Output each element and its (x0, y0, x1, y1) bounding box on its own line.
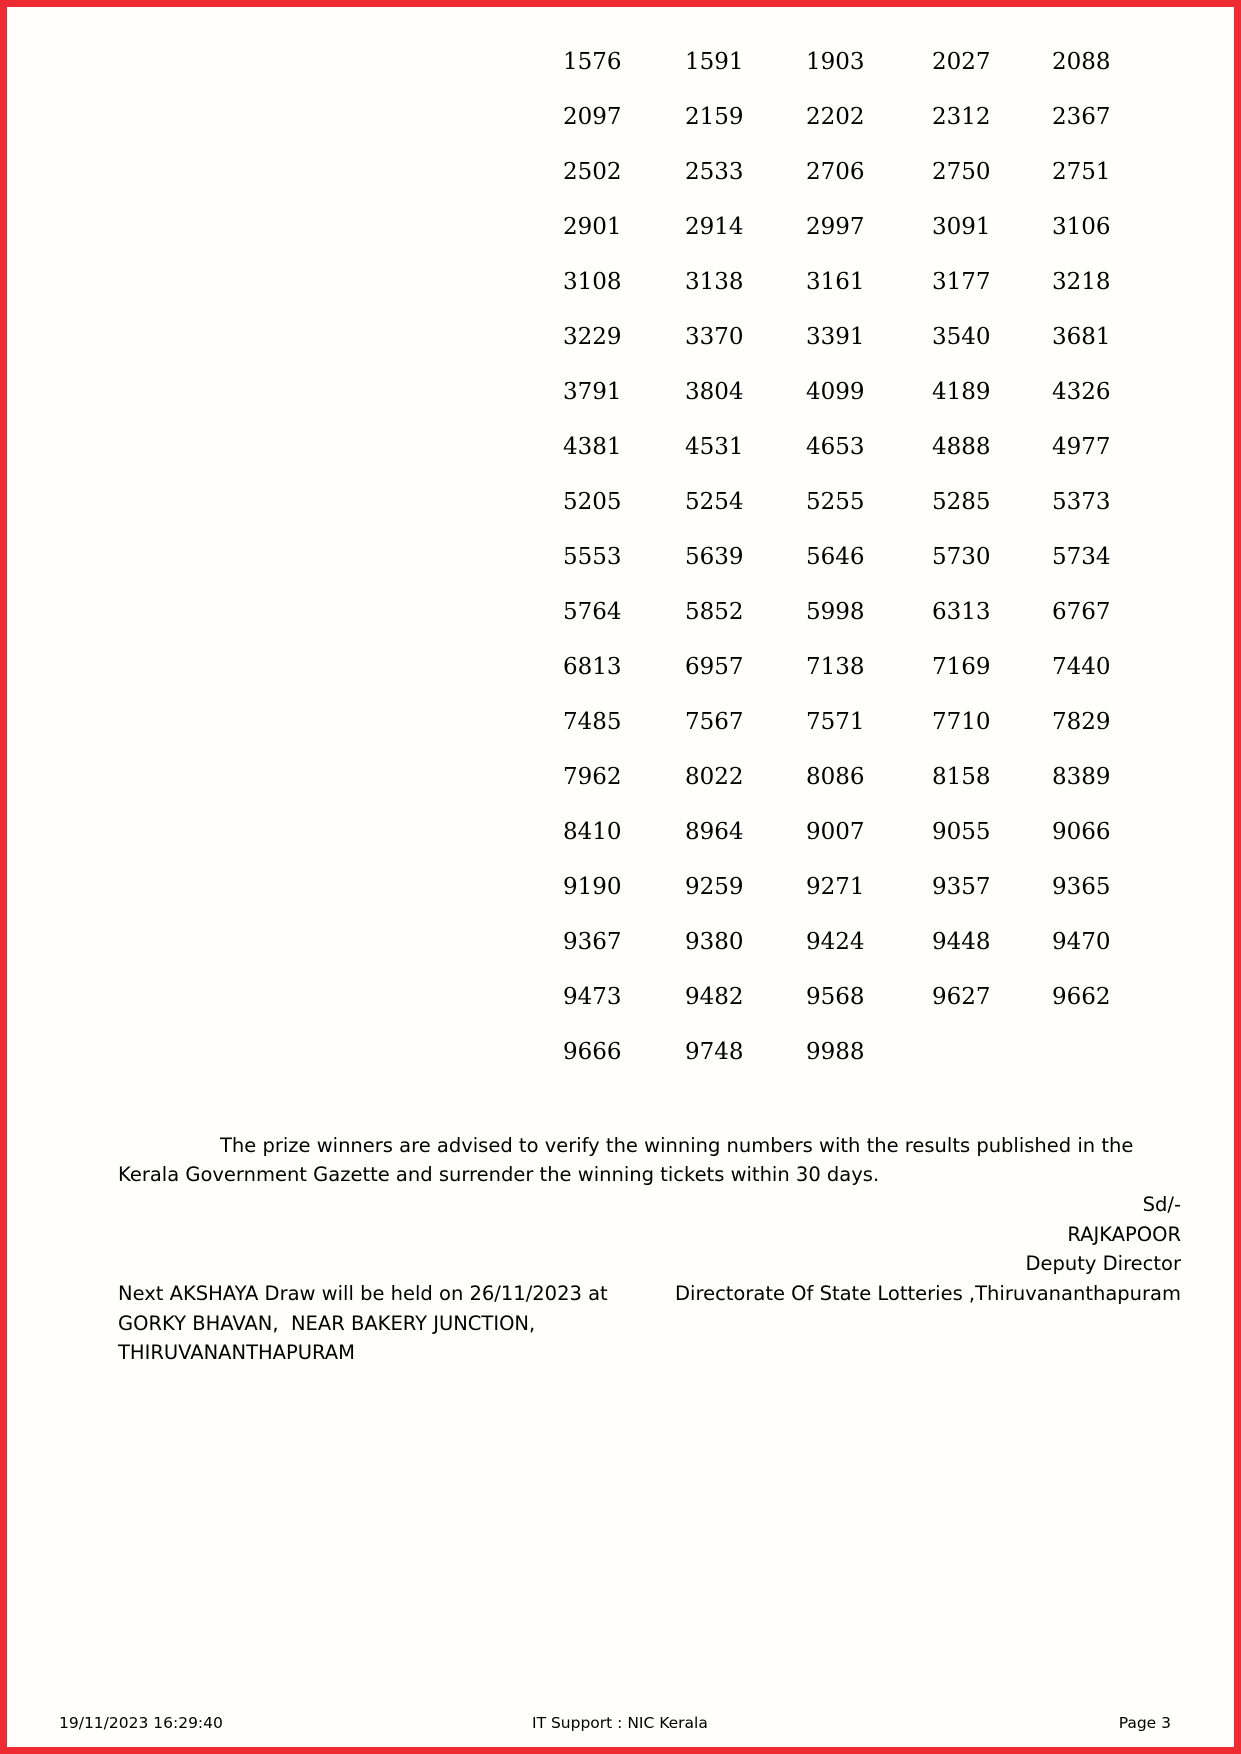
winning-number: 9568 (806, 984, 865, 1010)
winning-number: 5205 (563, 489, 622, 515)
winning-number: 2502 (563, 159, 622, 185)
signature-block (675, 1190, 1181, 1308)
winning-number: 9259 (685, 874, 744, 900)
winning-number: 7567 (685, 709, 744, 735)
winning-number: 8410 (563, 819, 622, 845)
winning-number: 2750 (932, 159, 991, 185)
winning-number: 8389 (1052, 764, 1111, 790)
winning-number: 9066 (1052, 819, 1111, 845)
winning-number: 2751 (1052, 159, 1111, 185)
winning-number: 3681 (1052, 324, 1111, 350)
winning-number: 5553 (563, 544, 622, 570)
winning-number: 3138 (685, 269, 744, 295)
winning-number: 3106 (1052, 214, 1111, 240)
winning-number: 9470 (1052, 929, 1111, 955)
winning-number: 4326 (1052, 379, 1111, 405)
winning-number: 2706 (806, 159, 865, 185)
winning-number: 4888 (932, 434, 991, 460)
winning-number: 4977 (1052, 434, 1111, 460)
winning-number: 5998 (806, 599, 865, 625)
winning-number: 2027 (932, 49, 991, 75)
winning-number: 9367 (563, 929, 622, 955)
next-draw-info (118, 1279, 638, 1368)
winning-number: 2914 (685, 214, 744, 240)
winning-number: 8022 (685, 764, 744, 790)
winning-number: 5373 (1052, 489, 1111, 515)
winning-number: 9473 (563, 984, 622, 1010)
winning-number: 5734 (1052, 544, 1111, 570)
winning-number: 9190 (563, 874, 622, 900)
winning-number: 4381 (563, 434, 622, 460)
winning-number: 4653 (806, 434, 865, 460)
winning-number: 6767 (1052, 599, 1111, 625)
next-draw-line-3: THIRUVANANTHAPURAM (118, 1341, 355, 1364)
winning-number: 2533 (685, 159, 744, 185)
winning-number: 5646 (806, 544, 865, 570)
winning-number: 7710 (932, 709, 991, 735)
winning-numbers-grid (563, 40, 1152, 1085)
winning-number: 2312 (932, 104, 991, 130)
winning-number: 2367 (1052, 104, 1111, 130)
winning-number: 3370 (685, 324, 744, 350)
winning-number: 1591 (685, 49, 744, 75)
signatory-name: RAJKAPOOR (1067, 1222, 1181, 1246)
winning-number: 6813 (563, 654, 622, 680)
winning-number: 9424 (806, 929, 865, 955)
winning-number: 9627 (932, 984, 991, 1010)
winning-number: 3804 (685, 379, 744, 405)
winning-number: 4099 (806, 379, 865, 405)
signatory-designation: Deputy Director (1025, 1252, 1181, 1275)
winning-number: 2159 (685, 104, 744, 130)
winning-number: 2097 (563, 104, 622, 130)
winning-number: 6957 (685, 654, 744, 680)
winning-number: 2997 (806, 214, 865, 240)
winners-notice (118, 1131, 1183, 1189)
winning-number: 5285 (932, 489, 991, 515)
winning-number: 7829 (1052, 709, 1111, 735)
winning-number: 3229 (563, 324, 622, 350)
winning-number: 3791 (563, 379, 622, 405)
winning-number: 6313 (932, 599, 991, 625)
winning-number: 3161 (806, 269, 865, 295)
winning-number: 5730 (932, 544, 991, 570)
winning-number: 9365 (1052, 874, 1111, 900)
winning-number: 3091 (932, 214, 991, 240)
winning-number: 5254 (685, 489, 744, 515)
winning-number: 3177 (932, 269, 991, 295)
winning-number: 7440 (1052, 654, 1111, 680)
winning-number: 9271 (806, 874, 865, 900)
winning-number: 8158 (932, 764, 991, 790)
winning-number: 8086 (806, 764, 865, 790)
winning-number: 5639 (685, 544, 744, 570)
winning-number: 9380 (685, 929, 744, 955)
winning-number: 9482 (685, 984, 744, 1010)
winning-number: 9748 (685, 1039, 744, 1065)
signatory-office: Directorate Of State Lotteries ,Thiruvananthapuram (675, 1281, 1181, 1305)
winning-number: 2088 (1052, 49, 1111, 75)
winning-number: 3391 (806, 324, 865, 350)
winning-number: 9055 (932, 819, 991, 845)
footer-it-support: IT Support : NIC Kerala (532, 1714, 708, 1732)
winning-number: 2202 (806, 104, 865, 130)
winning-number: 9007 (806, 819, 865, 845)
footer-timestamp: 19/11/2023 16:29:40 (59, 1714, 223, 1732)
winning-number: 7571 (806, 709, 865, 735)
winning-number: 3218 (1052, 269, 1111, 295)
signature-sd: Sd/- (1142, 1193, 1181, 1216)
winning-number: 5852 (685, 599, 744, 625)
winning-number: 9448 (932, 929, 991, 955)
winning-number: 1903 (806, 49, 865, 75)
winning-number: 7138 (806, 654, 865, 680)
winning-number: 5764 (563, 599, 622, 625)
winning-number: 7962 (563, 764, 622, 790)
winning-number: 7169 (932, 654, 991, 680)
winners-notice-text: The prize winners are advised to verify the winning numbers with the results published in the Kerala Government Gazette and surrender the winning tickets within 30 days. (118, 1134, 1134, 1186)
next-draw-line-2: GORKY BHAVAN, NEAR BAKERY JUNCTION, (118, 1311, 536, 1335)
winning-number: 8964 (685, 819, 744, 845)
winning-number: 4531 (685, 434, 744, 460)
winning-number: 4189 (932, 379, 991, 405)
winning-number: 9662 (1052, 984, 1111, 1010)
winning-number: 5255 (806, 489, 865, 515)
winning-number: 3108 (563, 269, 622, 295)
winning-number: 3540 (932, 324, 991, 350)
winning-number: 1576 (563, 49, 622, 75)
winning-number: 9666 (563, 1039, 622, 1065)
footer-page-number: Page 3 (1118, 1714, 1171, 1732)
winning-number: 9357 (932, 874, 991, 900)
next-draw-line-1: Next AKSHAYA Draw will be held on 26/11/2023 at (118, 1282, 608, 1305)
winning-number: 7485 (563, 709, 622, 735)
winning-number: 9988 (806, 1039, 865, 1065)
winning-number: 2901 (563, 214, 622, 240)
